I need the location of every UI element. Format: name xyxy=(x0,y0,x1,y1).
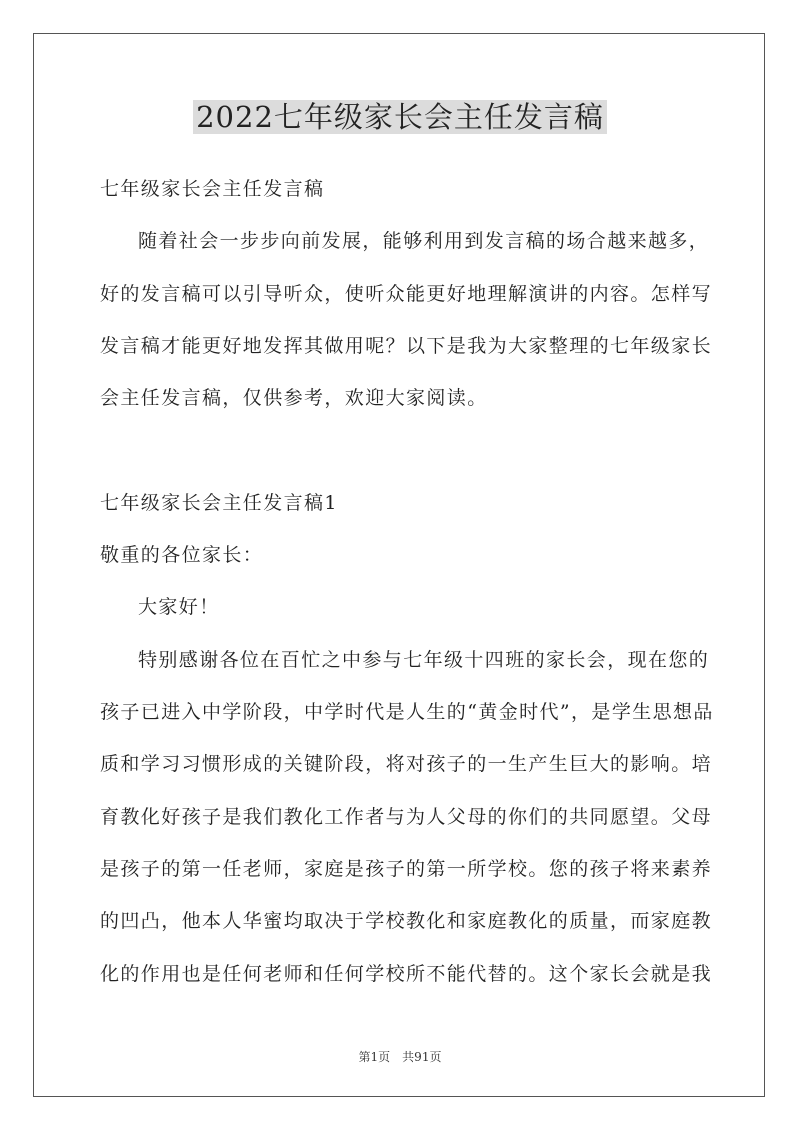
intro-line: 好的发言稿可以引导听众，使听众能更好地理解演讲的内容。怎样写 xyxy=(100,283,713,305)
body-line: 是孩子的第一任老师，家庭是孩子的第一所学校。您的孩子将来素养 xyxy=(100,858,713,880)
body-line: 特别感谢各位在百忙之中参与七年级十四班的家长会，现在您的 xyxy=(138,649,710,671)
section-heading: 七年级家长会主任发言稿1 xyxy=(100,492,338,514)
body-line: 育教化好孩子是我们教化工作者与为人父母的你们的共同愿望。父母 xyxy=(100,806,713,828)
intro-line: 发言稿才能更好地发挥其做用呢？以下是我为大家整理的七年级家长 xyxy=(100,335,713,357)
salutation: 敬重的各位家长： xyxy=(100,544,264,566)
page-number: 第1页 共91页 xyxy=(358,1050,442,1064)
greeting: 大家好！ xyxy=(138,596,220,618)
document-subtitle: 七年级家长会主任发言稿 xyxy=(100,178,325,200)
body-line: 质和学习习惯形成的关键阶段，将对孩子的一生产生巨大的影响。培 xyxy=(100,753,713,775)
document-title: 2022七年级家长会主任发言稿 xyxy=(0,96,800,138)
intro-line: 会主任发言稿，仅供参考，欢迎大家阅读。 xyxy=(100,387,488,409)
intro-line: 随着社会一步步向前发展，能够利用到发言稿的场合越来越多， xyxy=(138,230,710,252)
body-line: 的凹凸，他本人华蜜均取决于学校教化和家庭教化的质量，而家庭教 xyxy=(100,910,713,932)
body-line: 孩子已进入中学阶段，中学时代是人生的“黄金时代”，是学生思想品 xyxy=(100,701,714,723)
body-line: 化的作用也是任何老师和任何学校所不能代替的。这个家长会就是我 xyxy=(100,963,713,985)
